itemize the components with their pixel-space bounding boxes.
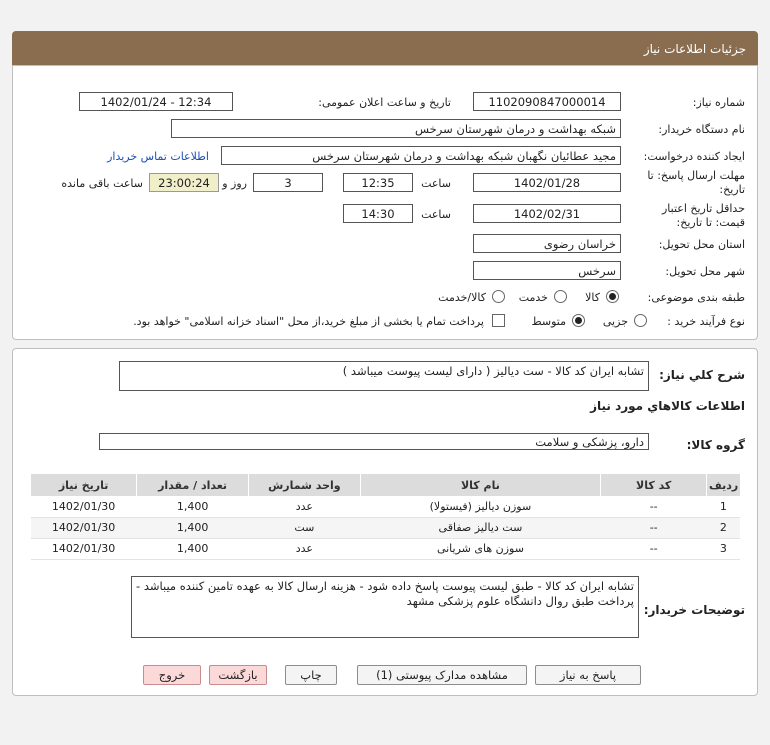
- need-number-label: شماره نیاز:: [692, 96, 745, 109]
- cell-name: سوزن دیالیز (فیستولا): [360, 496, 600, 517]
- cell-row: 1: [707, 496, 740, 517]
- cell-code: --: [601, 538, 707, 559]
- cell-unit: ست: [248, 517, 360, 538]
- buyer-label: نام دستگاه خریدار:: [658, 123, 745, 136]
- need-info-panel: [12, 65, 758, 340]
- province-label: استان محل تحویل:: [658, 238, 745, 251]
- summary-field: تشابه ایران کد کالا - ست دیالیز ( دارای لیست پیوست میباشد ): [119, 361, 649, 391]
- page-header: [12, 31, 758, 65]
- announce-field: 1402/01/24 - 12:34: [79, 92, 233, 111]
- deadline-time-label: ساعت: [421, 177, 451, 190]
- treasury-payment-checkbox[interactable]: [492, 314, 505, 327]
- group-label: گروه کالا:: [686, 438, 745, 452]
- items-title: اطلاعات کالاهاي مورد نياز: [590, 399, 745, 413]
- cell-unit: عدد: [248, 538, 360, 559]
- table-row: [31, 517, 741, 538]
- buyer-notes-field: تشابه ایران کد کالا - طبق لیست پیوست پاسخ داده شود - هزینه ارسال کالا به عهده تامین کننده میباشد - پرداخت طبق روال دانشگاه علوم پزشکی مشهد: [131, 576, 639, 638]
- print-button[interactable]: چاپ: [285, 665, 337, 685]
- treasury-payment-text: پرداخت تمام یا بخشی از مبلغ خرید،از محل "اسناد خزانه اسلامی" خواهد بود.: [133, 315, 484, 328]
- deadline-label: مهلت ارسال پاسخ: تا: [647, 169, 745, 182]
- summary-label: شرح کلي نياز:: [659, 368, 745, 382]
- group-field: دارو، پزشکی و سلامت: [99, 433, 649, 450]
- deadline-date-field: 1402/01/28: [473, 173, 621, 192]
- category-label: طبقه بندی موضوعی:: [647, 291, 745, 304]
- cell-qty: 1,400: [137, 538, 249, 559]
- days-label: روز و: [222, 177, 247, 190]
- category-goods-service-label: کالا/خدمت: [438, 291, 486, 304]
- category-goods-radio[interactable]: [606, 290, 619, 303]
- cell-code: --: [601, 496, 707, 517]
- back-button[interactable]: بازگشت: [209, 665, 267, 685]
- cell-date: 1402/01/30: [31, 538, 137, 559]
- cell-qty: 1,400: [137, 496, 249, 517]
- need-details-panel: [12, 348, 758, 696]
- announce-label: تاریخ و ساعت اعلان عمومی:: [318, 96, 451, 109]
- cell-code: --: [601, 517, 707, 538]
- cell-qty: 1,400: [137, 517, 249, 538]
- validity-time-label: ساعت: [421, 208, 451, 221]
- validity-date-field: 1402/02/31: [473, 204, 621, 223]
- cell-name: سوزن های شریانی: [360, 538, 600, 559]
- process-medium-label: متوسط: [531, 315, 566, 328]
- validity-time-field: 14:30: [343, 204, 413, 223]
- col-date: تاریخ نیاز: [31, 474, 137, 496]
- col-qty: تعداد / مقدار: [137, 474, 249, 496]
- need-number-field: 1102090847000014: [473, 92, 621, 111]
- table-row: [31, 538, 741, 559]
- cell-name: ست دیالیز صفاقی: [360, 517, 600, 538]
- items-table: [30, 474, 740, 560]
- category-goods-service-radio[interactable]: [492, 290, 505, 303]
- remaining-time-field: 23:00:24: [149, 173, 219, 192]
- table-row: [31, 496, 741, 517]
- reply-button[interactable]: پاسخ به نیاز: [535, 665, 641, 685]
- process-medium-radio[interactable]: [572, 314, 585, 327]
- cell-row: 2: [707, 517, 740, 538]
- deadline-label-2: تاریخ:: [719, 183, 745, 196]
- buyer-field: شبکه بهداشت و درمان شهرستان سرخس: [171, 119, 621, 138]
- category-service-label: خدمت: [518, 291, 548, 304]
- view-attachments-button[interactable]: مشاهده مدارک پیوستی (1): [357, 665, 527, 685]
- cell-unit: عدد: [248, 496, 360, 517]
- process-partial-label: جزیی: [602, 315, 628, 328]
- buyer-notes-label: توضیحات خریدار:: [643, 603, 745, 617]
- exit-button[interactable]: خروج: [143, 665, 201, 685]
- process-partial-radio[interactable]: [634, 314, 647, 327]
- contact-buyer-link[interactable]: اطلاعات تماس خریدار: [107, 150, 209, 163]
- cell-date: 1402/01/30: [31, 517, 137, 538]
- deadline-time-field: 12:35: [343, 173, 413, 192]
- city-field: سرخس: [473, 261, 621, 280]
- city-label: شهر محل تحویل:: [665, 265, 745, 278]
- province-field: خراسان رضوی: [473, 234, 621, 253]
- process-label: نوع فرآیند خرید :: [667, 315, 745, 328]
- col-code: کد کالا: [601, 474, 707, 496]
- validity-label-2: قیمت: تا تاریخ:: [676, 216, 745, 229]
- category-service-radio[interactable]: [554, 290, 567, 303]
- validity-label: حداقل تاریخ اعتبار: [661, 202, 745, 215]
- remaining-label: ساعت باقی مانده: [61, 177, 143, 190]
- creator-field: مجید عطائیان نگهبان شبکه بهداشت و درمان شهرستان سرخس: [221, 146, 621, 165]
- cell-row: 3: [707, 538, 740, 559]
- page-title: جزئیات اطلاعات نیاز: [643, 42, 746, 56]
- col-name: نام کالا: [360, 474, 600, 496]
- days-field: 3: [253, 173, 323, 192]
- category-goods-label: کالا: [585, 291, 600, 304]
- creator-label: ایجاد کننده درخواست:: [643, 150, 745, 163]
- col-unit: واحد شمارش: [248, 474, 360, 496]
- cell-date: 1402/01/30: [31, 496, 137, 517]
- col-row: ردیف: [707, 474, 740, 496]
